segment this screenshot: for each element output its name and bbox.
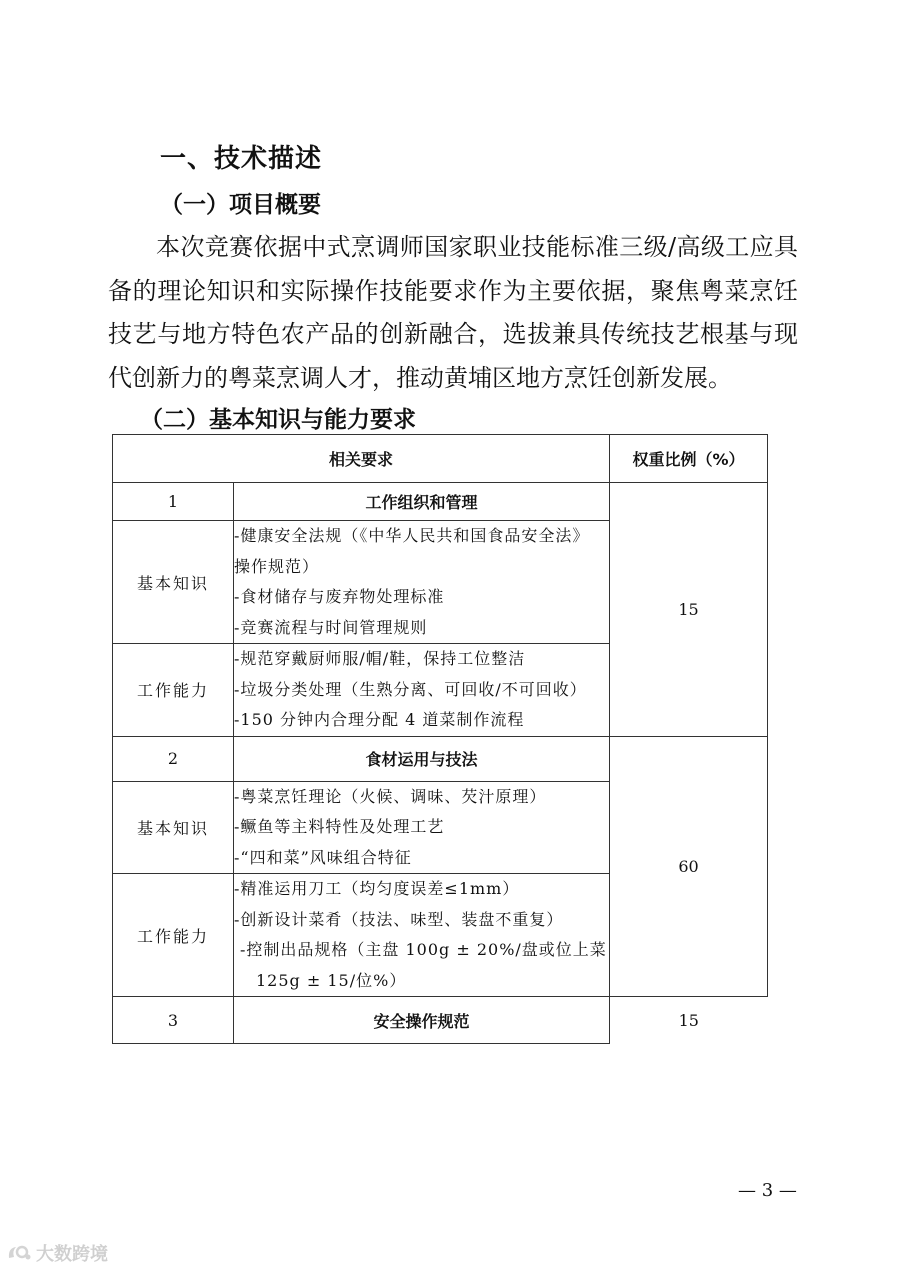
section-title: 安全操作规范 (234, 997, 610, 1044)
paragraph-line: 本次竞赛依据中式烹调师国家职业技能标准三级/高级工应具 (156, 233, 798, 261)
list-item: -精准运用刀工（均匀度误差≤1mm） (234, 879, 520, 898)
row-items (234, 874, 610, 997)
requirements-table (112, 434, 768, 1044)
section-weight: 60 (610, 736, 768, 997)
section-row (113, 997, 768, 1044)
section-title-knowledge-requirements: （二）基本知识与能力要求 (140, 407, 416, 433)
header-requirements: 相关要求 (113, 435, 610, 483)
section-row (113, 483, 768, 521)
paragraph-line: 代创新力的粤菜烹调人才，推动黄埔区地方烹饪创新发展。 (108, 363, 732, 392)
section-title: 工作组织和管理 (234, 483, 610, 521)
section-title: 食材运用与技法 (234, 736, 610, 781)
section-number: 2 (113, 736, 234, 781)
paragraph-line: 技艺与地方特色农产品的创新融合，选拔兼具传统技艺根基与现 (108, 320, 798, 348)
list-item: -创新设计菜肴（技法、味型、装盘不重复） (234, 909, 564, 929)
list-item: -竞赛流程与时间管理规则 (234, 617, 428, 637)
brand-logo-icon (6, 1243, 32, 1263)
table-header-row (113, 435, 768, 483)
section-number: 3 (113, 997, 234, 1044)
list-item: -食材储存与废弃物处理标准 (234, 587, 445, 606)
section-weight: 15 (610, 997, 768, 1044)
list-item: -健康安全法规（《中华人民共和国食品安全法》 (234, 526, 590, 545)
row-label: 基本知识 (113, 781, 234, 874)
header-weight: 权重比例（%） (610, 435, 768, 483)
watermark (6, 1240, 108, 1266)
list-item: 125g ± 15/位%） (256, 970, 407, 990)
list-item: -150 分钟内合理分配 4 道菜制作流程 (234, 710, 525, 729)
section-row (113, 736, 768, 781)
list-item: -“四和菜”风味组合特征 (234, 847, 412, 867)
section-number: 1 (113, 483, 234, 521)
section-title-project-overview: （一）项目概要 (160, 192, 321, 218)
paragraph-line: 备的理论知识和实际操作技能要求作为主要依据，聚焦粤菜烹饪 (108, 276, 798, 305)
page-number: — 3 — (738, 1180, 797, 1201)
list-item: 操作规范） (234, 556, 320, 576)
row-label: 基本知识 (113, 521, 234, 644)
row-items (234, 781, 610, 874)
row-items (234, 521, 610, 644)
heading-technical-description: 一、技术描述 (160, 144, 323, 174)
list-item: -控制出品规格（主盘 100g ± 20%/盘或位上菜 (240, 940, 607, 959)
list-item: -粤菜烹饪理论（火候、调味、芡汁原理） (234, 786, 547, 806)
list-item: -垃圾分类处理（生熟分离、可回收/不可回收） (234, 679, 587, 699)
overview-paragraph (108, 226, 798, 400)
row-label: 工作能力 (113, 644, 234, 737)
list-item: -鳜鱼等主料特性及处理工艺 (234, 817, 445, 836)
watermark-text: 大数跨境 (36, 1244, 108, 1265)
row-items (234, 644, 610, 737)
list-item: -规范穿戴厨师服/帽/鞋，保持工位整洁 (234, 649, 526, 668)
row-label: 工作能力 (113, 874, 234, 997)
section-weight: 15 (610, 483, 768, 737)
